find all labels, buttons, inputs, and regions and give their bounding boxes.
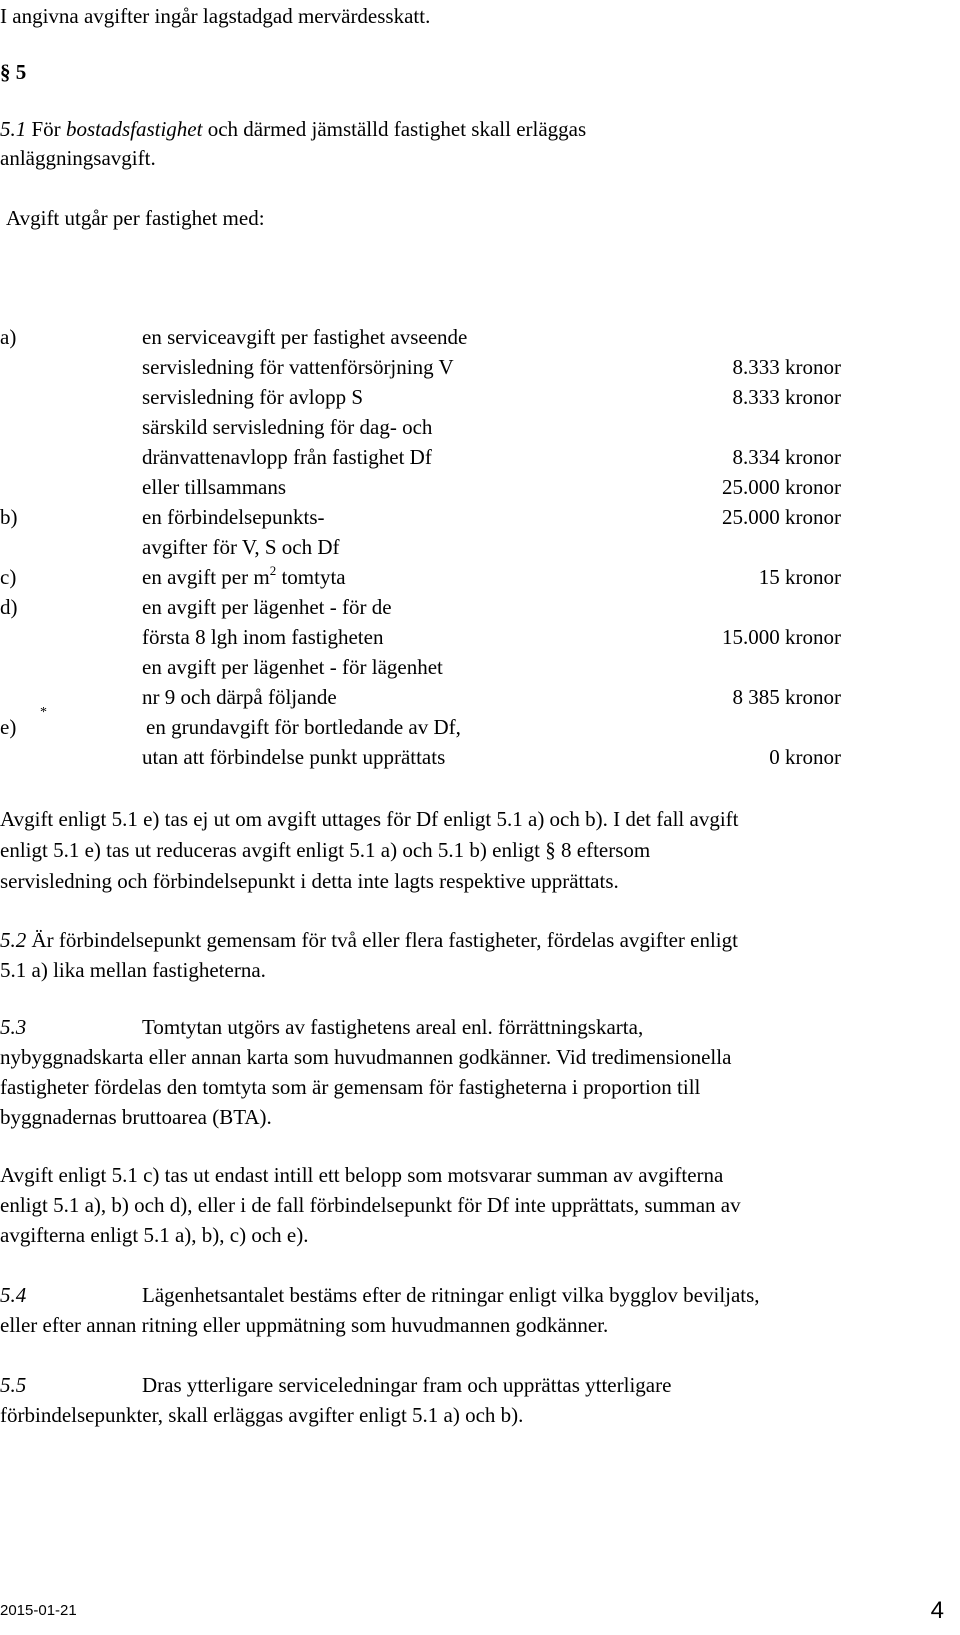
fee-amount: 8.333 kronor — [732, 385, 841, 409]
fee-amount: 15.000 kronor — [722, 625, 841, 649]
s53-line1 — [0, 1015, 644, 1040]
fee-text: dränvattenavlopp från fastighet Df — [142, 445, 432, 469]
s51-number: 5.1 — [0, 117, 27, 141]
superscript-2: 2 — [269, 563, 277, 578]
s53-p2-line2: enligt 5.1 a), b) och d), eller i de fall förbindelsepunkt för Df inte upprättats, summan av — [0, 1193, 741, 1217]
fee-text: eller tillsammans — [142, 475, 287, 499]
fee-row-a5 — [0, 445, 960, 471]
fee-row-a2 — [0, 355, 960, 381]
fee-amount: 8.333 kronor — [732, 355, 841, 379]
s53-number: 5.3 — [0, 1015, 27, 1039]
s53-line2: nybyggnadskarta eller annan karta som huvudmannen godkänner. Vid tredimensionella — [0, 1045, 732, 1069]
fee-text: första 8 lgh inom fastigheten — [142, 625, 384, 649]
fee-row-d1 — [0, 595, 960, 621]
s55-line2: förbindelsepunkter, skall erläggas avgifter enligt 5.1 a) och b). — [0, 1403, 524, 1427]
fee-amount: 8 385 kronor — [732, 685, 841, 709]
fee-row-b1 — [0, 505, 960, 531]
s54-number: 5.4 — [0, 1283, 27, 1307]
fee-row-a3 — [0, 385, 960, 411]
fee-label-a: a) — [0, 325, 17, 349]
s51-text-pre: För — [31, 117, 66, 141]
s55-line1 — [0, 1373, 672, 1398]
fee-row-c1 — [0, 565, 960, 591]
fee-row-a4 — [0, 415, 960, 441]
fee-amount: 25.000 kronor — [722, 475, 841, 499]
fee-amount: 8.334 kronor — [732, 445, 841, 469]
fee-row-d2 — [0, 625, 960, 651]
fee-label-e: e) — [0, 715, 17, 739]
fee-row-a6 — [0, 475, 960, 501]
note-text-post: 8 eftersom — [555, 838, 651, 862]
s51-line1 — [0, 117, 586, 142]
fee-text-pre: en avgift per m — [142, 565, 270, 589]
s54-line1 — [0, 1283, 760, 1308]
s52-line2: 5.1 a) lika mellan fastigheterna. — [0, 958, 266, 982]
fee-row-a1 — [0, 325, 960, 351]
s53-text: Tomtytan utgörs av fastighetens areal enl. förrättningskarta, — [142, 1015, 644, 1039]
s51-per-fastighet: Avgift utgår per fastighet med: — [6, 206, 265, 230]
s52-number: 5.2 — [0, 928, 27, 952]
s53-line3: fastigheter fördelas den tomtyta som är gemensam för fastigheterna i proportion till — [0, 1075, 701, 1099]
fee-amount: 0 kronor — [769, 745, 841, 769]
fee-row-e1 — [0, 715, 960, 741]
fee-text: nr 9 och därpå följande — [142, 685, 337, 709]
fee-text: en förbindelsepunkts- — [142, 505, 325, 529]
fee-text: servisledning för vattenförsörjning V — [142, 355, 454, 379]
section-symbol: § — [0, 60, 11, 84]
fee-text: en avgift per lägenhet - för de — [142, 595, 392, 619]
intro-text: I angivna avgifter ingår lagstadgad mervärdesskatt. — [0, 4, 431, 28]
s55-text: Dras ytterligare serviceledningar fram och upprättas ytterligare — [142, 1373, 672, 1397]
s54-line2: eller efter annan ritning eller uppmätning som huvudmannen godkänner. — [0, 1313, 609, 1337]
fee-text: en avgift per lägenhet - för lägenhet — [142, 655, 443, 679]
s53-p2-line1: Avgift enligt 5.1 c) tas ut endast intill ett belopp som motsvarar summan av avgifterna — [0, 1163, 724, 1187]
fee-label-d: d) — [0, 595, 18, 619]
fee-text — [142, 565, 346, 590]
paragraph-symbol: § — [545, 838, 556, 862]
note-line1: Avgift enligt 5.1 e) tas ej ut om avgift uttages för Df enligt 5.1 a) och b). I det fall avgift — [0, 807, 739, 831]
fee-label-b: b) — [0, 505, 18, 529]
s52-line1 — [0, 928, 738, 953]
s54-text: Lägenhetsantalet bestäms efter de ritningar enligt vilka bygglov beviljats, — [142, 1283, 760, 1307]
footer-date: 2015-01-21 — [0, 1602, 77, 1619]
page-number: 4 — [930, 1597, 944, 1624]
s51-emphasis: bostadsfastighet — [65, 117, 203, 141]
section-heading — [0, 60, 26, 85]
fee-row-e2 — [0, 745, 960, 771]
fee-text-post: tomtyta — [276, 565, 346, 589]
fee-text: en grundavgift för bortledande av Df, — [146, 715, 461, 739]
note-text-pre: enligt 5.1 e) tas ut reduceras avgift enligt 5.1 a) och 5.1 b) enligt — [0, 838, 546, 862]
s55-number: 5.5 — [0, 1373, 27, 1397]
s53-p2-line3: avgifterna enligt 5.1 a), b), c) och e). — [0, 1223, 309, 1247]
fee-row-d3 — [0, 655, 960, 681]
fee-amount: 15 kronor — [758, 565, 841, 589]
fee-row-b2 — [0, 535, 960, 561]
fee-text: servisledning för avlopp S — [142, 385, 364, 409]
fee-text: avgifter för V, S och Df — [142, 535, 340, 559]
fee-amount: 25.000 kronor — [722, 505, 841, 529]
fee-label-c: c) — [0, 565, 17, 589]
footnote-star: * — [40, 705, 47, 720]
fee-row-d4 — [0, 685, 960, 711]
s51-line2: anläggningsavgift. — [0, 146, 156, 170]
s51-text-post: och därmed jämställd fastighet skall erläggas — [202, 117, 587, 141]
s53-line4: byggnadernas bruttoarea (BTA). — [0, 1105, 272, 1129]
note-line3: servisledning och förbindelsepunkt i detta inte lagts respektive upprättats. — [0, 869, 619, 893]
note-line2 — [0, 838, 650, 863]
fee-text: utan att förbindelse punkt upprättats — [142, 745, 446, 769]
section-number: 5 — [15, 60, 27, 84]
fee-text: en serviceavgift per fastighet avseende — [142, 325, 468, 349]
s52-text: Är förbindelsepunkt gemensam för två eller flera fastigheter, fördelas avgifter enligt — [26, 928, 738, 952]
fee-text: särskild servisledning för dag- och — [142, 415, 433, 439]
